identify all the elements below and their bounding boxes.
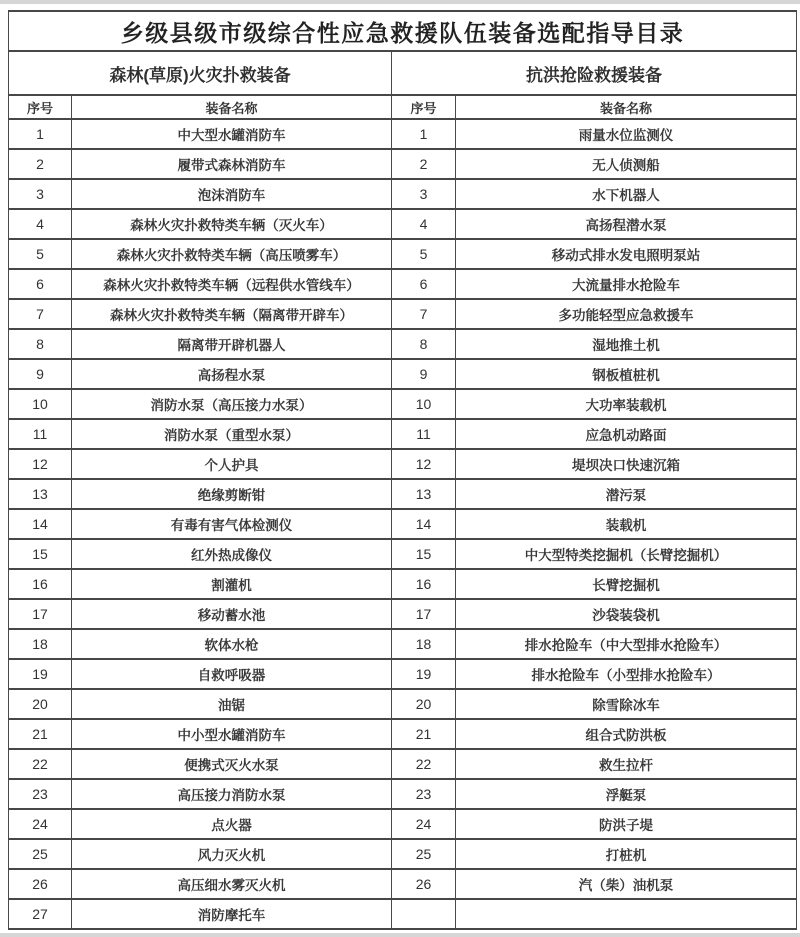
equipment-cell-forest: 隔离带开辟机器人 xyxy=(72,329,392,359)
serial-cell-forest: 5 xyxy=(9,239,72,269)
serial-cell-flood: 22 xyxy=(392,749,456,779)
table-row xyxy=(9,809,797,839)
table-row xyxy=(9,419,797,449)
table-row xyxy=(9,539,797,569)
serial-cell-forest: 16 xyxy=(9,569,72,599)
equipment-cell-flood: 排水抢险车（中大型排水抢险车） xyxy=(456,629,797,659)
equipment-cell-forest: 中小型水罐消防车 xyxy=(72,719,392,749)
equipment-table xyxy=(8,10,797,930)
serial-cell-forest: 24 xyxy=(9,809,72,839)
equipment-cell-flood: 高扬程潜水泵 xyxy=(456,209,797,239)
serial-cell-forest: 6 xyxy=(9,269,72,299)
serial-cell-flood: 7 xyxy=(392,299,456,329)
column-header-left-no: 序号 xyxy=(9,95,72,119)
equipment-cell-forest: 有毒有害气体检测仪 xyxy=(72,509,392,539)
table-row xyxy=(9,779,797,809)
equipment-cell-flood: 排水抢险车（小型排水抢险车） xyxy=(456,659,797,689)
serial-cell-flood: 1 xyxy=(392,119,456,149)
equipment-cell-forest: 高压细水雾灭火机 xyxy=(72,869,392,899)
equipment-cell-forest: 软体水枪 xyxy=(72,629,392,659)
equipment-cell-forest: 森林火灾扑救特类车辆（高压喷雾车） xyxy=(72,239,392,269)
serial-cell-forest: 10 xyxy=(9,389,72,419)
serial-cell-forest: 19 xyxy=(9,659,72,689)
equipment-cell-forest: 红外热成像仪 xyxy=(72,539,392,569)
equipment-cell-forest: 消防摩托车 xyxy=(72,899,392,929)
serial-cell-flood: 19 xyxy=(392,659,456,689)
serial-cell-forest: 7 xyxy=(9,299,72,329)
page-edge-top xyxy=(0,0,800,4)
table-row xyxy=(9,899,797,929)
serial-cell-forest: 11 xyxy=(9,419,72,449)
serial-cell-flood: 11 xyxy=(392,419,456,449)
table-row xyxy=(9,569,797,599)
table-row xyxy=(9,179,797,209)
table-row xyxy=(9,659,797,689)
equipment-cell-forest: 高扬程水泵 xyxy=(72,359,392,389)
table-row xyxy=(9,689,797,719)
table-row xyxy=(9,149,797,179)
equipment-cell-flood: 防洪子堤 xyxy=(456,809,797,839)
serial-cell-flood: 9 xyxy=(392,359,456,389)
equipment-cell-forest: 点火器 xyxy=(72,809,392,839)
equipment-cell-flood: 组合式防洪板 xyxy=(456,719,797,749)
equipment-cell-forest: 森林火灾扑救特类车辆（隔离带开辟车） xyxy=(72,299,392,329)
table-row xyxy=(9,299,797,329)
serial-cell-flood: 25 xyxy=(392,839,456,869)
equipment-catalog xyxy=(8,10,796,927)
serial-cell-flood: 3 xyxy=(392,179,456,209)
equipment-cell-flood: 沙袋装袋机 xyxy=(456,599,797,629)
table-row xyxy=(9,209,797,239)
serial-cell-forest: 8 xyxy=(9,329,72,359)
serial-cell-flood: 17 xyxy=(392,599,456,629)
serial-cell-flood: 24 xyxy=(392,809,456,839)
table-row xyxy=(9,269,797,299)
serial-cell-forest: 26 xyxy=(9,869,72,899)
equipment-cell-forest: 个人护具 xyxy=(72,449,392,479)
serial-cell-forest: 22 xyxy=(9,749,72,779)
equipment-cell-flood: 除雪除冰车 xyxy=(456,689,797,719)
page-title: 乡级县级市级综合性应急救援队伍装备选配指导目录 xyxy=(9,11,797,51)
serial-cell-forest: 20 xyxy=(9,689,72,719)
table-row xyxy=(9,239,797,269)
equipment-cell-flood: 无人侦测船 xyxy=(456,149,797,179)
serial-cell-flood: 10 xyxy=(392,389,456,419)
serial-cell-forest: 4 xyxy=(9,209,72,239)
equipment-cell-flood: 长臂挖掘机 xyxy=(456,569,797,599)
serial-cell-flood: 2 xyxy=(392,149,456,179)
column-header-right-no: 序号 xyxy=(392,95,456,119)
table-row xyxy=(9,509,797,539)
serial-cell-flood: 4 xyxy=(392,209,456,239)
equipment-cell-flood: 汽（柴）油机泵 xyxy=(456,869,797,899)
serial-cell-forest: 27 xyxy=(9,899,72,929)
table-row xyxy=(9,749,797,779)
equipment-cell-flood: 浮艇泵 xyxy=(456,779,797,809)
serial-cell-forest: 1 xyxy=(9,119,72,149)
table-row xyxy=(9,119,797,149)
table-row xyxy=(9,629,797,659)
serial-cell-flood: 26 xyxy=(392,869,456,899)
serial-cell-flood: 15 xyxy=(392,539,456,569)
equipment-cell-forest: 消防水泵（高压接力水泵） xyxy=(72,389,392,419)
equipment-cell-forest: 消防水泵（重型水泵） xyxy=(72,419,392,449)
group-header-forest-fire: 森林(草原)火灾扑救装备 xyxy=(9,51,392,95)
table-row xyxy=(9,869,797,899)
table-row xyxy=(9,359,797,389)
table-row xyxy=(9,839,797,869)
equipment-cell-flood: 装载机 xyxy=(456,509,797,539)
equipment-cell-flood: 钢板植桩机 xyxy=(456,359,797,389)
serial-cell-forest: 15 xyxy=(9,539,72,569)
serial-cell-flood: 5 xyxy=(392,239,456,269)
equipment-cell-flood: 湿地推土机 xyxy=(456,329,797,359)
table-row xyxy=(9,599,797,629)
equipment-cell-forest: 绝缘剪断钳 xyxy=(72,479,392,509)
table-row xyxy=(9,389,797,419)
equipment-cell-forest: 移动蓄水池 xyxy=(72,599,392,629)
equipment-cell-flood: 雨量水位监测仪 xyxy=(456,119,797,149)
serial-cell-flood: 14 xyxy=(392,509,456,539)
serial-cell-forest: 21 xyxy=(9,719,72,749)
equipment-cell-forest: 风力灭火机 xyxy=(72,839,392,869)
serial-cell-flood: 12 xyxy=(392,449,456,479)
equipment-cell-flood: 中大型特类挖掘机（长臂挖掘机） xyxy=(456,539,797,569)
equipment-cell-forest: 便携式灭火水泵 xyxy=(72,749,392,779)
serial-cell-forest: 12 xyxy=(9,449,72,479)
table-row xyxy=(9,449,797,479)
equipment-cell-flood: 堤坝决口快速沉箱 xyxy=(456,449,797,479)
column-header-left-name: 装备名称 xyxy=(72,95,392,119)
equipment-cell-forest: 中大型水罐消防车 xyxy=(72,119,392,149)
equipment-cell-forest: 森林火灾扑救特类车辆（灭火车） xyxy=(72,209,392,239)
page-edge-bottom xyxy=(0,933,800,937)
serial-cell-flood: 23 xyxy=(392,779,456,809)
equipment-cell-forest: 油锯 xyxy=(72,689,392,719)
serial-cell-forest: 18 xyxy=(9,629,72,659)
group-header-flood-rescue: 抗洪抢险救援装备 xyxy=(392,51,797,95)
serial-cell-flood: 18 xyxy=(392,629,456,659)
serial-cell-forest: 13 xyxy=(9,479,72,509)
table-row xyxy=(9,329,797,359)
equipment-cell-flood: 大功率装载机 xyxy=(456,389,797,419)
column-header-right-name: 装备名称 xyxy=(456,95,797,119)
equipment-cell-flood xyxy=(456,899,797,929)
equipment-cell-flood: 大流量排水抢险车 xyxy=(456,269,797,299)
equipment-cell-forest: 履带式森林消防车 xyxy=(72,149,392,179)
serial-cell-flood: 6 xyxy=(392,269,456,299)
serial-cell-forest: 25 xyxy=(9,839,72,869)
equipment-cell-flood: 救生拉杆 xyxy=(456,749,797,779)
column-header-row xyxy=(9,95,797,119)
serial-cell-forest: 14 xyxy=(9,509,72,539)
group-header-row xyxy=(9,51,797,95)
serial-cell-flood xyxy=(392,899,456,929)
equipment-cell-flood: 应急机动路面 xyxy=(456,419,797,449)
serial-cell-flood: 13 xyxy=(392,479,456,509)
equipment-cell-forest: 森林火灾扑救特类车辆（远程供水管线车） xyxy=(72,269,392,299)
serial-cell-forest: 2 xyxy=(9,149,72,179)
serial-cell-flood: 8 xyxy=(392,329,456,359)
table-title-row xyxy=(9,11,797,51)
equipment-cell-forest: 自救呼吸器 xyxy=(72,659,392,689)
serial-cell-flood: 21 xyxy=(392,719,456,749)
equipment-cell-flood: 潜污泵 xyxy=(456,479,797,509)
equipment-cell-flood: 多功能轻型应急救援车 xyxy=(456,299,797,329)
equipment-cell-forest: 割灌机 xyxy=(72,569,392,599)
serial-cell-flood: 20 xyxy=(392,689,456,719)
serial-cell-forest: 9 xyxy=(9,359,72,389)
equipment-cell-forest: 泡沫消防车 xyxy=(72,179,392,209)
equipment-cell-flood: 打桩机 xyxy=(456,839,797,869)
serial-cell-forest: 17 xyxy=(9,599,72,629)
table-row xyxy=(9,479,797,509)
equipment-cell-flood: 水下机器人 xyxy=(456,179,797,209)
equipment-cell-flood: 移动式排水发电照明泵站 xyxy=(456,239,797,269)
table-row xyxy=(9,719,797,749)
serial-cell-flood: 16 xyxy=(392,569,456,599)
equipment-cell-forest: 高压接力消防水泵 xyxy=(72,779,392,809)
serial-cell-forest: 23 xyxy=(9,779,72,809)
serial-cell-forest: 3 xyxy=(9,179,72,209)
